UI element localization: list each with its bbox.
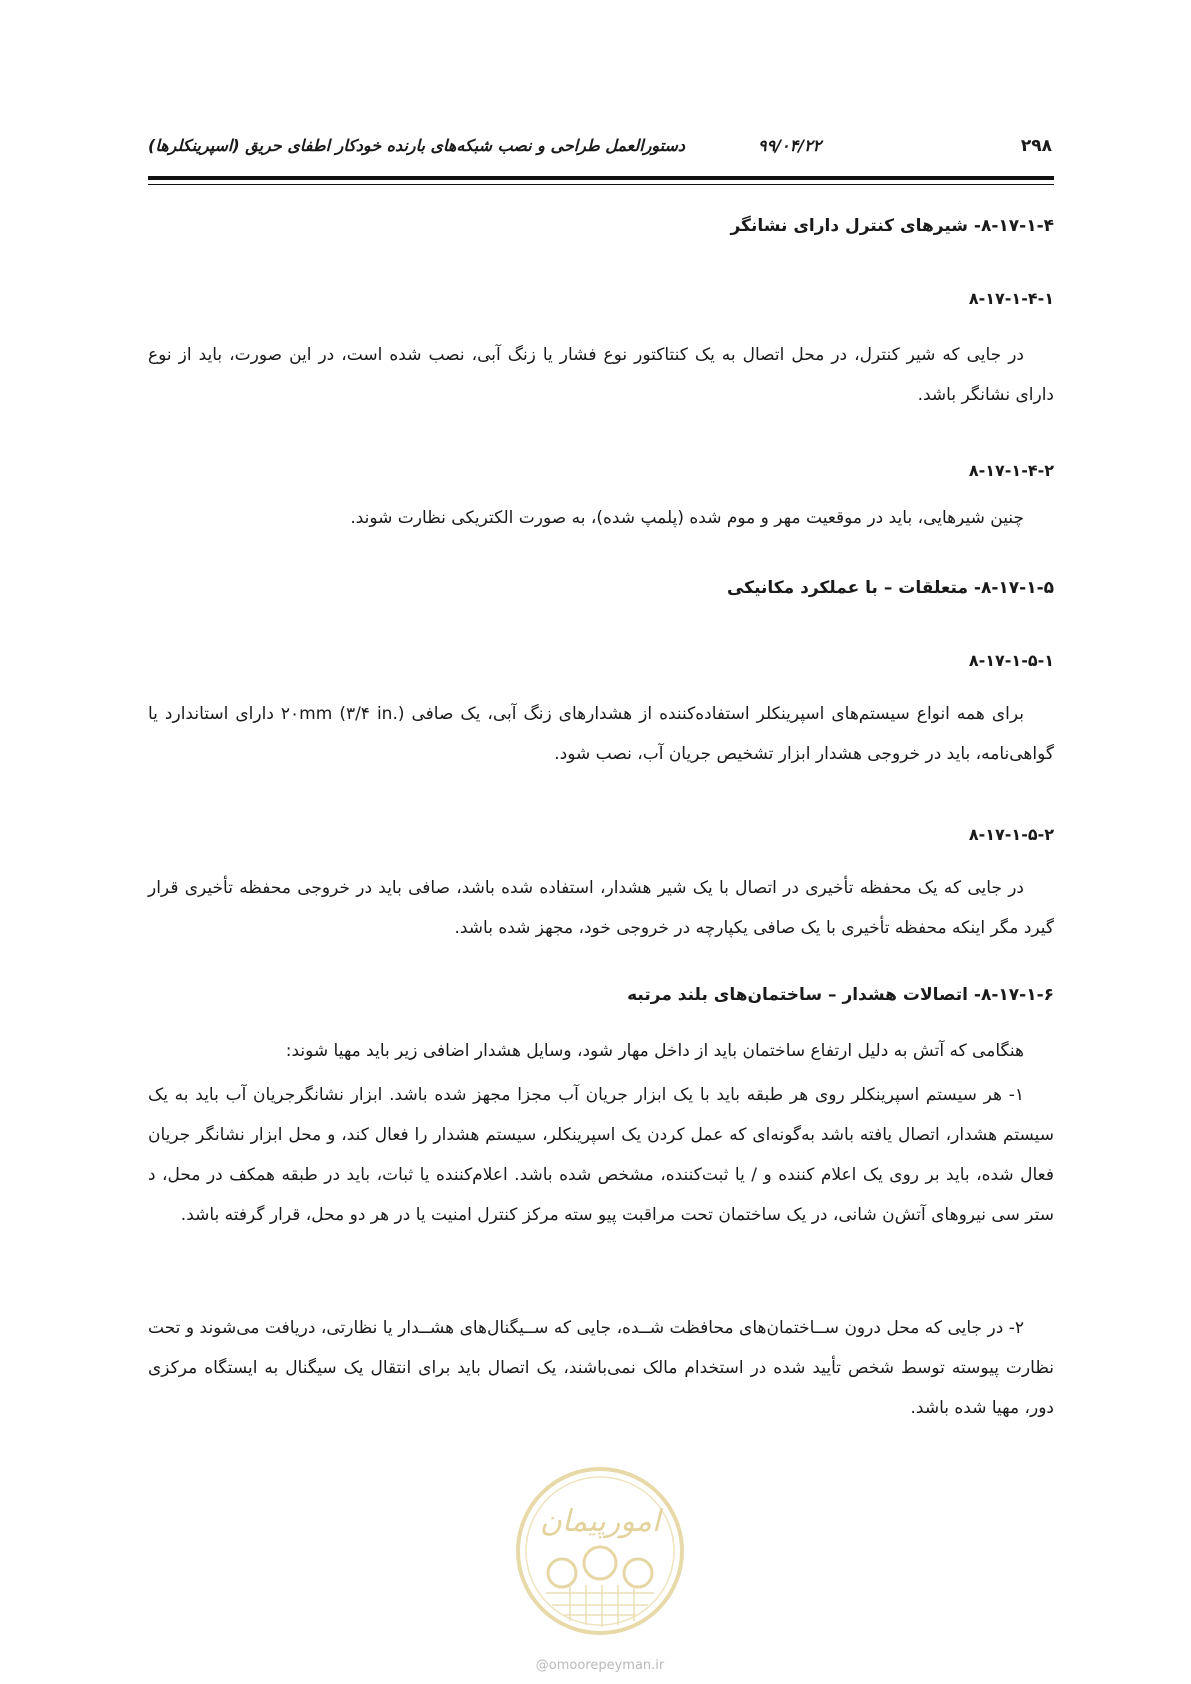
header-date: ۹۹/۰۴/۲۲ — [758, 136, 822, 155]
document-page — [148, 0, 1054, 1684]
subsection-number-5-1: ۸-۱۷-۱-۵-۱ — [968, 651, 1054, 670]
header-title: دستورالعمل طراحی و نصب شبکه‌های بارنده خودکار اطفای حریق (اسپرینکلرها) — [148, 136, 686, 155]
paragraph-5-1: برای همه انواع سیستم‌های اسپرینکلر استفاده‌کننده از هشدارهای زنگ آبی، یک صافی ۲۰mm (۳/۴ in.) دارای استاندارد یا گواهی‌نامه، باید در خروجی هشدار ابزار تشخیص جریان آب، نصب شود. — [148, 704, 1054, 764]
header-rule-thick — [148, 176, 1054, 180]
paragraph-6-intro: هنگامی که آتش به دلیل ارتفاع ساختمان باید از داخل مهار شود، وسایل هشدار اضافی زیر باید مهیا شوند: — [285, 1041, 1024, 1061]
footer-website: @omoorepeyman.ir — [535, 1658, 665, 1673]
paragraph-4-2: چنین شیرهایی، باید در موقعیت مهر و موم شده (پلمپ شده)، به صورت الکتریکی نظارت شوند. — [350, 508, 1024, 528]
paragraph-6-item-1: ۱- هر سیستم اسپرینکلر روی هر طبقه باید با یک ابزار جریان آب مجزا مجهز شده باشد. ابزار نشانگرجریان آب باید به یک سیستم هشدار، اتصال یافته باشد به‌گونه‌ای که عمل کردن یک اسپرینکلر، سیستم هشدار را فعال کند، و محل ابزار نشانگر جریان فعال شده، باید بر روی یک اعلام کننده و / یا ثبت‌کننده، مشخص شده باشد. اعلام‌کننده یا ثبات، باید در طبقه همکف در محل، د ستر سی نیروهای آتش‌ن شانی، در یک ساختمان تحت مراقبت پیو سته مرکز کنترل امنیت یا در هر دو محل، قرار گرفته باشد. — [148, 1085, 1054, 1225]
section-heading-4: ۸-۱۷-۱-۴- شیرهای کنترل دارای نشانگر — [730, 216, 1054, 236]
paragraph-5-2: در جایی که یک محفظه تأخیری در اتصال با یک شیر هشدار، استفاده شده باشد، صافی باید در خروجی محفظه تأخیری قرار گیرد مگر اینکه محفظه تأخیری با یک صافی یکپارچه در خروجی خود، مجهز شده باشد. — [148, 878, 1054, 938]
paragraph-4-1: در جایی که شیر کنترل، در محل اتصال به یک کنتاکتور نوع فشار یا زنگ آبی، نصب شده است، در این صورت، باید از نوع دارای نشانگر باشد. — [148, 345, 1054, 405]
section-heading-6: ۸-۱۷-۱-۶- اتصالات هشدار – ساختمان‌های بلند مرتبه — [627, 985, 1054, 1005]
subsection-number-5-2: ۸-۱۷-۱-۵-۲ — [968, 825, 1054, 844]
page-header — [148, 132, 1054, 162]
page-number: ۲۹۸ — [1020, 136, 1052, 156]
header-rule-thin — [148, 184, 1054, 185]
watermark-logo-text: امورپیمان — [539, 1504, 661, 1539]
watermark-logo — [514, 1465, 686, 1637]
paragraph-6-item-2: ۲- در جایی که محل درون ســاختمان‌های محافظت شــده، جایی که ســیگنال‌های هشــدار یا نظارتی، دریافت می‌شوند و تحت نظارت پیوسته توسط شخص تأیید شده در استخدام مالک نمی‌باشند، یک اتصال باید برای انتقال یک سیگنال به ایستگاه مرکزی دور، مهیا شده باشد. — [148, 1318, 1054, 1418]
subsection-number-4-2: ۸-۱۷-۱-۴-۲ — [968, 461, 1054, 480]
subsection-number-4-1: ۸-۱۷-۱-۴-۱ — [968, 289, 1054, 308]
section-heading-5: ۸-۱۷-۱-۵- متعلقات – با عملکرد مکانیکی — [726, 578, 1054, 598]
